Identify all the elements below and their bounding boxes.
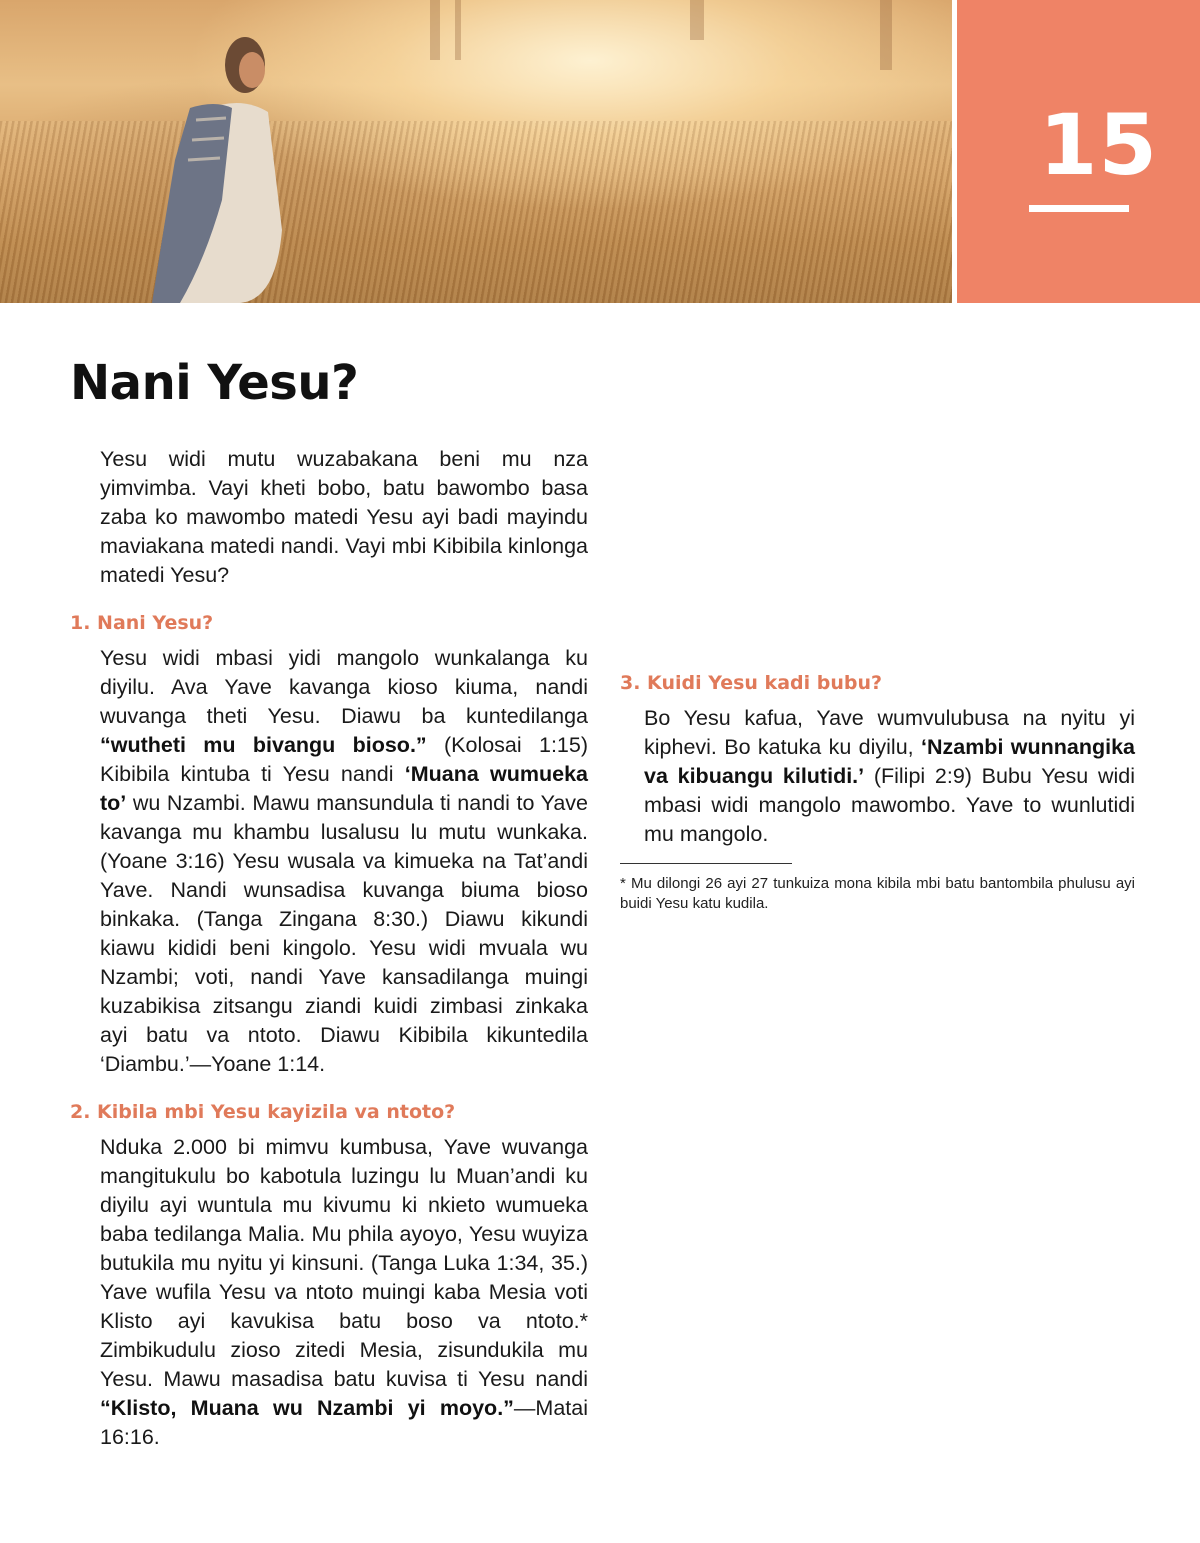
chapter-underline	[1029, 205, 1129, 212]
chapter-number-box	[957, 0, 1200, 303]
answer-paragraph-1: Yesu widi mbasi yidi mangolo wunkalanga ku diyilu. Ava Yave kavanga kioso kiuma, nandi wuvanga theti Yesu. Diawu ba kuntedilanga “wutheti mu bivangu bioso.” (Kolosai 1:15) Kibibila kintuba ti Yesu nandi ‘Muana wumueka to’ wu Nzambi. Mawu mansundula ti nandi to Yave kavanga mu khambu lusalusu lu mutu wunkaka. (Yoane 3:16) Yesu wusala va kimueka na Tat’andi Yave. Nandi wunsadisa kuvanga biuma bioso binkaka. (Tanga Zingana 8:30.) Diawu kikundi kiawu kididi beni kingolo. Yesu widi mvuala wu Nzambi; voti, nandi Yave kansadilanga muingi kuzabikisa zitsangu ziandi kuidi zimbasi zinkaka ayi batu va ntoto. Diawu Kibibila kikuntedila ‘Diambu.’—Yoane 1:14.	[100, 646, 589, 1076]
question-heading-3: 3. Kuidi Yesu kadi bubu?	[620, 672, 883, 694]
question-heading-1: 1. Nani Yesu?	[70, 612, 214, 634]
chapter-number: 15	[1039, 96, 1158, 194]
intro-paragraph: Yesu widi mutu wuzabakana beni mu nza yimvimba. Vayi kheti bobo, batu bawombo basa zaba ko mawombo matedi Yesu ayi badi mayindu maviakana matedi nandi. Vayi mbi Kibibila kinlonga matedi Yesu?	[100, 447, 588, 587]
hero-photo	[0, 0, 952, 303]
page-title: Nani Yesu?	[70, 355, 359, 411]
walking-man-figure	[0, 0, 952, 303]
answer-paragraph-3: Bo Yesu kafua, Yave wumvulubusa na nyitu yi kiphevi. Bo katuka ku diyilu, ‘Nzambi wunnangika va kibuangu kilutidi.’ (Filipi 2:9) Bubu Yesu widi mbasi widi mangolo mawombo. Yave to wunlutidi mu mangolo.	[644, 706, 1135, 846]
footnote: * Mu dilongi 26 ayi 27 tunkuiza mona kibila mbi batu bantombila phulusu ayi buidi Yesu katu kudila.	[620, 875, 1135, 912]
right-column	[620, 672, 1135, 914]
question-heading-2: 2. Kibila mbi Yesu kayizila va ntoto?	[70, 1101, 456, 1123]
footnote-divider	[620, 863, 792, 864]
left-column	[70, 445, 588, 1452]
answer-paragraph-2: Nduka 2.000 bi mimvu kumbusa, Yave wuvanga mangitukulu bo kabotula luzingu lu Muan’andi ku diyilu ayi wuntula mu kivumu ki nkieto wumueka baba tedilanga Malia. Mu phila ayoyo, Yesu wuyiza butukila mu nyitu yi kinsuni. (Tanga Luka 1:34, 35.) Yave wufila Yesu va ntoto muingi kaba Mesia voti Klisto ayi kavukisa batu boso va ntoto.* Zimbikudulu zioso zitedi Mesia, zisundukila mu Yesu. Mawu masadisa batu kuvisa ti Yesu nandi “Klisto, Muana wu Nzambi yi moyo.”—Matai 16:16.	[100, 1135, 588, 1449]
